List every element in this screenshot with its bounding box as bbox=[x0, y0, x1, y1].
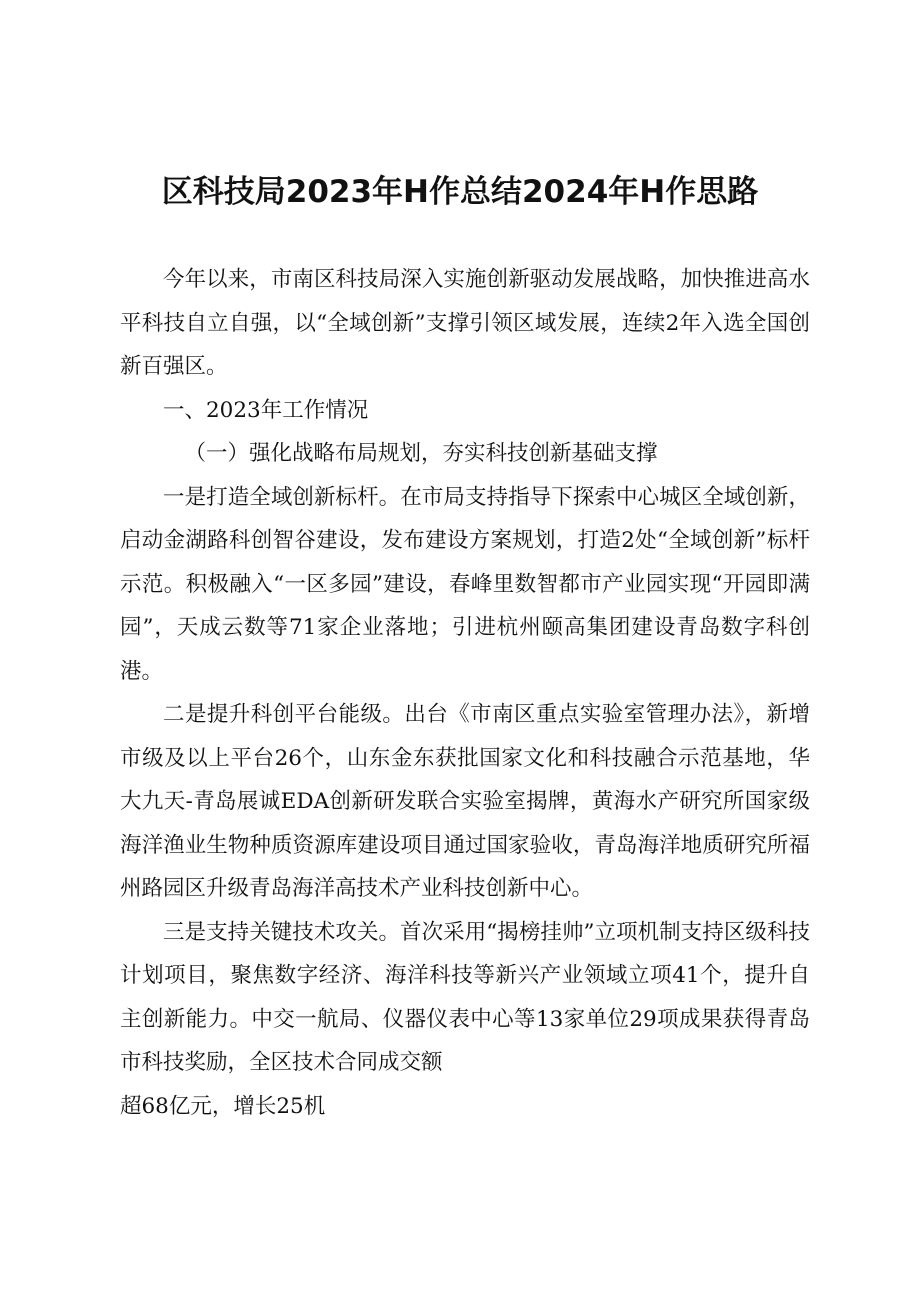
body-paragraph-1: 一是打造全域创新标杆。在市局支持指导下探索中心城区全域创新，启动金湖路科创智谷建设，发布建设方案规划，打造2处“全域创新”标杆示范。积极融入“一区多园”建设，春峰里数智都市产业园实现“开园即满园”，天成云数等71家企业落地；引进杭州颐高集团建设青岛数字科创港。 bbox=[120, 484, 810, 684]
intro-paragraph: 今年以来，市南区科技局深入实施创新驱动发展战略，加快推进高水平科技自立自强，以“全域创新”支撑引领区域发展，连续2年入选全国创新百强区。 bbox=[120, 267, 810, 379]
body-paragraph-3-continuation: 超68亿元，增长25机 bbox=[120, 1093, 326, 1119]
body-paragraph-2: 二是提升科创平台能级。出台《市南区重点实验室管理办法》，新增市级及以上平台26个，山东金东获批国家文化和科技融合示范基地，华大九天-青岛展诚EDA创新研发联合实验室揭牌，黄海水产研究所国家级海洋渔业生物种质资源库建设项目通过国家验收，青岛海洋地质研究所福州路园区升级青岛海洋高技术产业科技创新中心。 bbox=[120, 702, 810, 901]
section-heading: 一、2023年工作情况 bbox=[163, 397, 369, 423]
document-title: 区科技局2023年H作总结2024年H作思路 bbox=[161, 174, 759, 210]
document-body bbox=[120, 258, 810, 1128]
subsection-heading: （一）强化战略布局规划，夯实科技创新基础支撑 bbox=[184, 441, 658, 466]
body-paragraph-3: 三是支持关键技术攻关。首次采用“揭榜挂帅”立项机制支持区级科技计划项目，聚焦数字经济、海洋科技等新兴产业领域立项41个，提升自主创新能力。中交一航局、仪器仪表中心等13家单位29项成果获得青岛市科技奖励，全区技术合同成交额 bbox=[120, 919, 810, 1075]
